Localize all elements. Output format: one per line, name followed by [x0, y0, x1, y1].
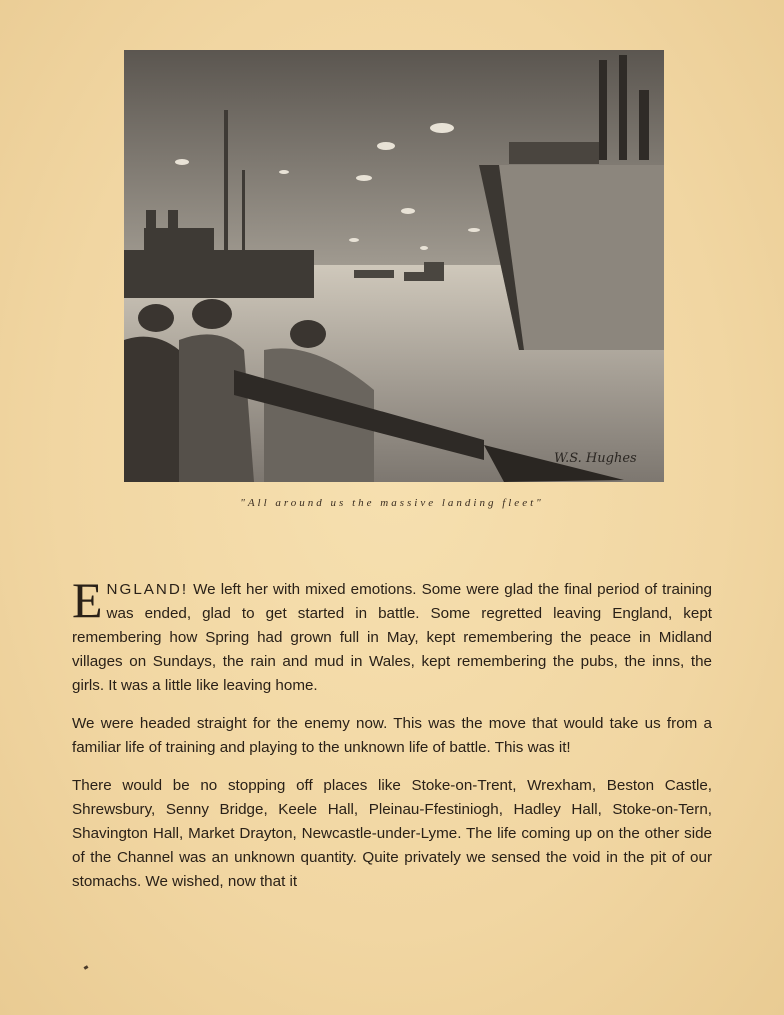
- paragraph-2: We were headed straight for the enemy now. This was the move that would take us from a familiar life of training and playing to the unknown life of battle. This was it!: [72, 715, 712, 756]
- lead-word: NGLAND!: [106, 581, 189, 598]
- paragraph-1: [72, 572, 712, 698]
- paragraph-1-text: We left her with mixed emotions. Some were glad the final period of training was ended, glad to get started in battle. Some regretted leaving England, kept remembering how Spring had grown full in May, kept remembering the peace in Midland villages on Sundays, the rain and mud in Wales, kept remembering the pubs, the inns, the girls. It was a little like leaving home.: [72, 581, 712, 694]
- artist-signature: W.S. Hughes: [554, 451, 637, 466]
- paper-speck: [84, 965, 89, 970]
- landing-fleet-illustration: [124, 50, 664, 482]
- drop-cap: E: [72, 572, 103, 628]
- paragraph-3: There would be no stopping off places like Stoke-on-Trent, Wrexham, Beston Castle, Shrewsbury, Senny Bridge, Keele Hall, Pleinau-Ffestiniogh, Hadley Hall, Stoke-on-Tern, Shavington Hall, Market Drayton, Newcastle-under-Lyme. The life coming up on the other side of the Channel was an unknown quantity. Quite privately we sensed the void in the pit of our stomachs. We wished, now that it: [72, 777, 712, 890]
- illustration-caption: "All around us the massive landing fleet": [240, 497, 544, 509]
- article-body: [72, 572, 712, 908]
